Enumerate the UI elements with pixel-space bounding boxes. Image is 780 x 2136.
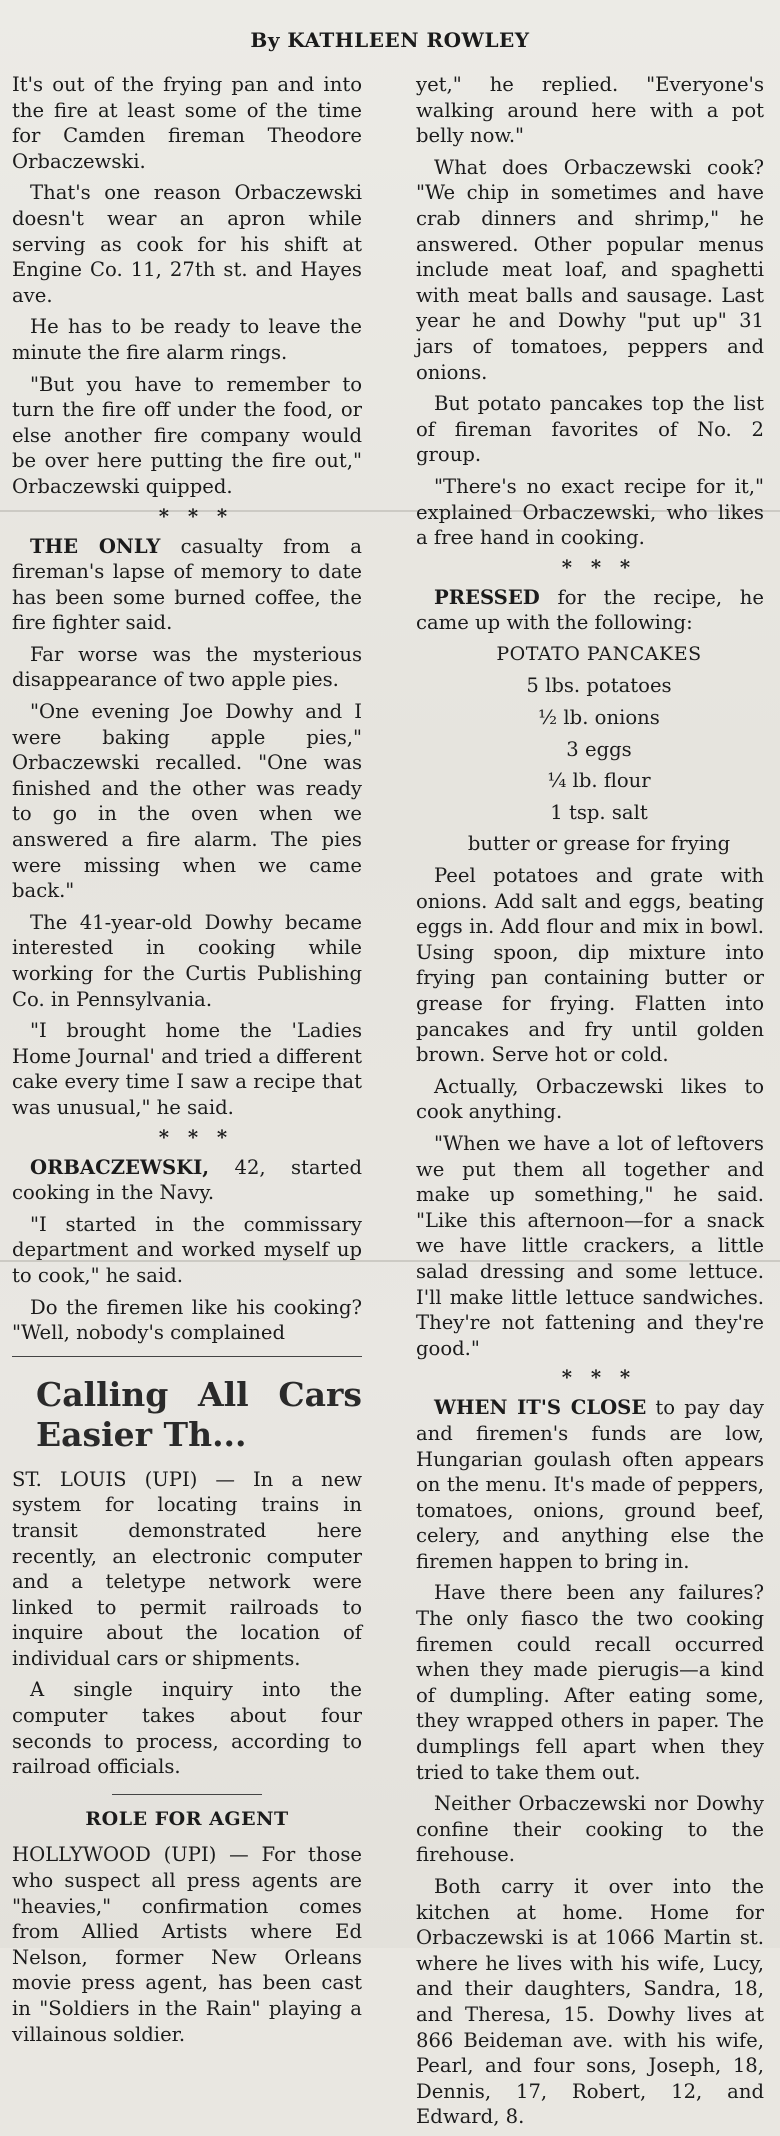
paragraph: PRESSED for the recipe, he came up with the following: [416, 585, 764, 635]
paragraph: "I started in the commissary department and worked myself up to cook," he said. [12, 1212, 362, 1287]
paragraph: Do the firemen like his cooking? "Well, nobody's complained [12, 1295, 362, 1345]
lead-in: PRESSED [434, 585, 540, 609]
ingredient: 3 eggs [566, 737, 632, 761]
article-subhead: ROLE FOR AGENT [85, 1807, 289, 1830]
section-divider-stars: * * * [561, 1366, 637, 1390]
paragraph: yet," he replied. "Everyone's walking around here with a pot belly now." [416, 73, 764, 148]
paragraph: A single inquiry into the computer takes about four seconds to process, according to railroad officials. [12, 1678, 362, 1779]
paragraph: "One evening Joe Dowhy and I were baking apple pies," Orbaczewski recalled. "One was finished and the other was ready to go in the oven when we answered a fire alarm. The pies were missing when we came back." [12, 700, 362, 903]
paragraph: Neither Orbaczewski nor Dowhy confine their cooking to the firehouse. [416, 1792, 764, 1867]
paragraph: WHEN IT'S CLOSE to pay day and firemen's funds are low, Hungarian goulash often appears on the menu. It's made of peppers, tomatoes, onions, ground beef, celery, and anything else the firemen happen to bring in. [416, 1396, 764, 1573]
paragraph: That's one reason Orbaczewski doesn't wear an apron while serving as cook for his shift at Engine Co. 11, 27th st. and Hayes ave. [12, 181, 362, 307]
recipe-title: POTATO PANCAKES [496, 642, 702, 665]
lead-in: THE ONLY [30, 534, 161, 558]
ingredient: ¼ lb. flour [547, 769, 651, 793]
left-column [12, 72, 362, 2053]
lead-in: ORBACZEWSKI, [30, 1155, 210, 1179]
byline: By KATHLEEN ROWLEY [250, 28, 530, 52]
paragraph: ST. LOUIS (UPI) — In a new system for locating trains in transit demonstrated here recently, an electronic computer and a teletype network were linked to permit railroads to inquire about the location of individual cars or shipments. [12, 1467, 362, 1670]
recipe-ingredients [416, 673, 764, 857]
section-divider-stars: * * * [158, 504, 234, 528]
paragraph: Far worse was the mysterious disappearance of two apple pies. [12, 642, 362, 692]
paragraph: THE ONLY casualty from a fireman's lapse of memory to date has been some burned coffee, the fire fighter said. [12, 534, 362, 635]
paragraph: He has to be ready to leave the minute the fire alarm rings. [12, 315, 362, 364]
paragraph: But potato pancakes top the list of fireman favorites of No. 2 group. [416, 392, 764, 467]
article-headline: Calling All Cars Easier Th... [36, 1374, 362, 1454]
article-divider [12, 1356, 362, 1357]
paragraph: "I brought home the 'Ladies Home Journal' and tried a different cake every time I saw a recipe that was unusual," he said. [12, 1019, 362, 1119]
ingredient: 5 lbs. potatoes [526, 674, 672, 698]
paragraph: Actually, Orbaczewski likes to cook anything. [416, 1074, 764, 1124]
paragraph: Peel potatoes and grate with onions. Add salt and eggs, beating eggs in. Add flour and mix in bowl. Using spoon, dip mixture into frying pan containing butter or grease for frying. Flatten into pancakes and fry until golden brown. Serve hot or cold. [416, 864, 764, 1067]
paragraph: "When we have a lot of leftovers we put them all together and make up something," he said. "Like this afternoon—for a snack we have little crackers, a little salad dressing and some lettuce. I'll make little lettuce sandwiches. They're not fattening and they're good." [416, 1131, 764, 1360]
paragraph: ORBACZEWSKI, 42, started cooking in the Navy. [12, 1155, 362, 1205]
article-divider [112, 1794, 262, 1795]
paragraph: "There's no exact recipe for it," explained Orbaczewski, who likes a free hand in cooking. [416, 474, 764, 550]
paragraph: What does Orbaczewski cook? "We chip in sometimes and have crab dinners and shrimp," he answered. Other popular menus include meat loaf, and spaghetti with meat balls and sausage. Last year he and Dowhy "put up" 31 jars of tomatoes, peppers and onions. [416, 155, 764, 384]
ingredient: 1 tsp. salt [550, 800, 648, 824]
section-divider-stars: * * * [561, 555, 637, 579]
paragraph: Both carry it over into the kitchen at home. Home for Orbaczewski is at 1066 Martin st. where he lives with his wife, Lucy, and their daughters, Sandra, 18, and Theresa, 15. Dowhy lives at 866 Beideman ave. with his wife, Pearl, and four sons, Joseph, 18, Dennis, 17, Robert, 12, and Edward, 8. [416, 1875, 764, 2129]
paragraph: It's out of the frying pan and into the fire at least some of the time for Camden fireman Theodore Orbaczewski. [12, 73, 362, 173]
ingredient: ½ lb. onions [538, 706, 660, 730]
section-divider-stars: * * * [158, 1125, 234, 1149]
paragraph: "But you have to remember to turn the fire off under the food, or else another fire company would be over here putting the fire out," Orbaczewski quipped. [12, 372, 362, 498]
right-column [416, 72, 764, 2136]
ingredient: butter or grease for frying [467, 832, 731, 856]
lead-in: WHEN IT'S CLOSE [434, 1396, 647, 1420]
paragraph: The 41-year-old Dowhy became interested in cooking while working for the Curtis Publishing Co. in Pennsylvania. [12, 910, 362, 1011]
paragraph: Have there been any failures? The only fiasco the two cooking firemen could recall occurred when they made pierugis—a kind of dumpling. After eating some, they wrapped others in paper. The dumplings fell apart when they tried to take them out. [416, 1581, 764, 1784]
paragraph: HOLLYWOOD (UPI) — For those who suspect all press agents are "heavies," confirmation comes from Allied Artists where Ed Nelson, former New Orleans movie press agent, has been cast in "Soldiers in the Rain" playing a villainous soldier. [12, 1843, 362, 2046]
